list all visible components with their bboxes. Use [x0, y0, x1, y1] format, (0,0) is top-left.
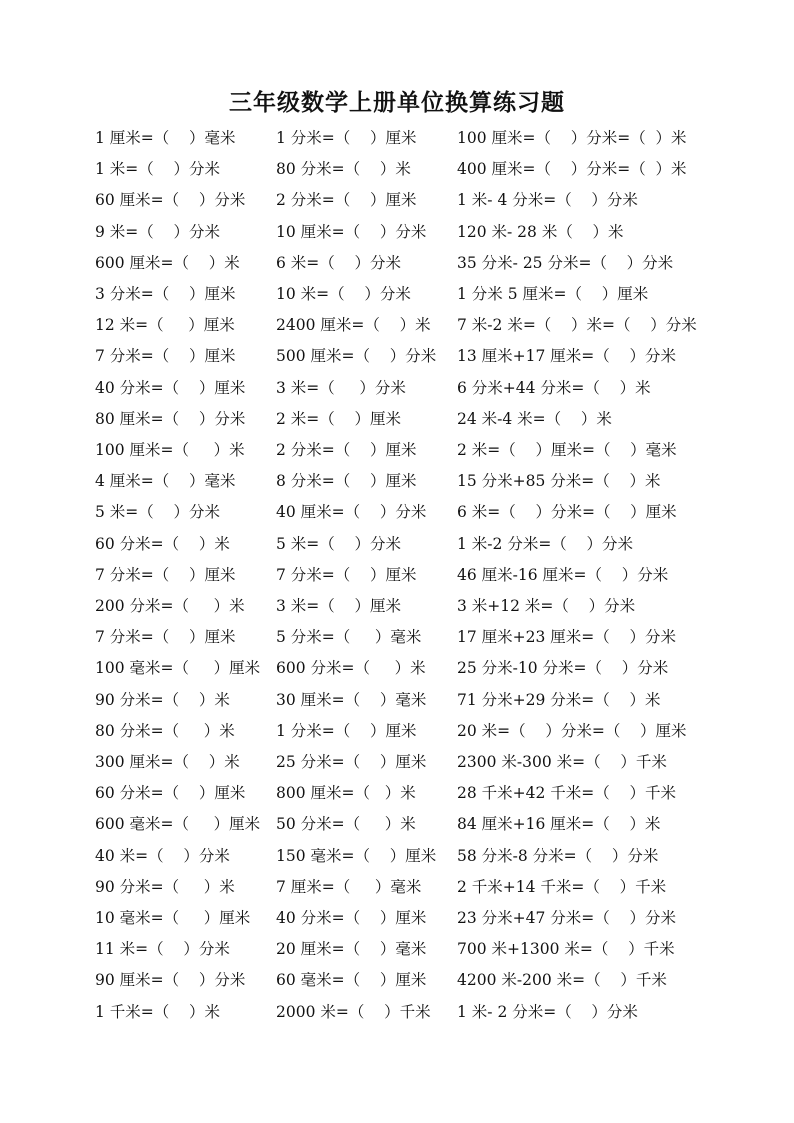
- exercise-item: 120 米- 28 米（ ）米: [457, 222, 624, 241]
- exercise-item: 1 米- 2 分米=（ ）分米: [457, 1002, 638, 1021]
- exercise-row: [0, 159, 794, 190]
- exercise-item: 90 分米=（ ）米: [95, 877, 235, 896]
- exercise-item: 100 厘米=（ ）米: [95, 441, 245, 459]
- exercise-item: 1 米-2 分米=（ ）分米: [457, 534, 634, 553]
- exercise-item: 400 厘米=（ ）分米=（ ）米: [457, 160, 687, 179]
- exercise-item: 60 分米=（ ）厘米: [95, 784, 246, 803]
- exercise-row: [0, 721, 794, 752]
- exercise-item: 150 毫米=（ ）厘米: [276, 846, 437, 865]
- exercise-row: [0, 128, 794, 159]
- exercise-row: [0, 253, 794, 284]
- exercise-item: 71 分米+29 分米=（ ）米: [457, 690, 661, 709]
- exercise-item: 2 米=（ ）厘米: [276, 409, 401, 428]
- exercise-item: 1 厘米=（ ）毫米: [95, 129, 236, 147]
- exercise-item: 1 米- 4 分米=（ ）分米: [457, 191, 638, 210]
- exercise-item: 5 分米=（ ）毫米: [276, 628, 422, 647]
- exercise-item: 700 米+1300 米=（ ）千米: [457, 940, 675, 959]
- exercise-item: 10 米=（ ）分米: [276, 285, 411, 303]
- exercise-row: [0, 814, 794, 845]
- exercise-item: 1 分米=（ ）厘米: [276, 721, 417, 740]
- exercise-item: 100 毫米=（ ）厘米: [95, 659, 261, 678]
- exercise-item: 40 分米=（ ）厘米: [95, 378, 246, 397]
- exercise-item: 4200 米-200 米=（ ）千米: [457, 971, 667, 990]
- exercise-item: 17 厘米+23 厘米=（ ）分米: [457, 628, 676, 647]
- exercise-item: 300 厘米=（ ）米: [95, 753, 240, 771]
- exercise-item: 25 分米-10 分米=（ ）分米: [457, 659, 669, 678]
- exercise-item: 40 分米=（ ）厘米: [276, 909, 427, 927]
- exercise-row: [0, 596, 794, 627]
- exercise-row: [0, 409, 794, 440]
- exercise-item: 2 分米=（ ）厘米: [276, 191, 417, 210]
- exercise-item: 80 分米=（ ）米: [95, 721, 235, 740]
- exercise-item: 5 米=（ ）分米: [95, 503, 220, 522]
- exercise-row: [0, 1002, 794, 1033]
- exercise-item: 3 米=（ ）厘米: [276, 597, 401, 615]
- exercise-item: 60 厘米=（ ）分米: [95, 191, 246, 210]
- exercise-item: 30 厘米=（ ）毫米: [276, 690, 427, 709]
- exercise-item: 25 分米=（ ）厘米: [276, 753, 427, 771]
- exercise-item: 1 千米=（ ）米: [95, 1002, 220, 1021]
- exercise-row: [0, 627, 794, 658]
- exercise-item: 5 米=（ ）分米: [276, 534, 401, 553]
- exercise-item: 46 厘米-16 厘米=（ ）分米: [457, 565, 669, 584]
- exercise-row: [0, 378, 794, 409]
- exercise-item: 58 分米-8 分米=（ ）分米: [457, 846, 659, 865]
- exercise-item: 6 分米+44 分米=（ ）米: [457, 378, 651, 397]
- exercise-item: 3 米=（ ）分米: [276, 378, 406, 397]
- exercise-item: 7 米-2 米=（ ）米=（ ）分米: [457, 316, 697, 335]
- exercise-item: 600 分米=（ ）米: [276, 659, 426, 678]
- exercise-item: 2300 米-300 米=（ ）千米: [457, 753, 667, 771]
- exercise-item: 3 米+12 米=（ ）分米: [457, 597, 636, 615]
- exercise-item: 8 分米=（ ）厘米: [276, 472, 417, 491]
- exercise-item: 90 厘米=（ ）分米: [95, 971, 246, 990]
- exercise-item: 2 分米=（ ）厘米: [276, 441, 417, 459]
- exercise-item: 4 厘米=（ ）毫米: [95, 472, 236, 491]
- exercise-item: 2400 厘米=（ ）米: [276, 316, 431, 335]
- exercise-item: 10 厘米=（ ）分米: [276, 222, 427, 241]
- exercise-row: [0, 502, 794, 533]
- exercise-item: 40 米=（ ）分米: [95, 846, 230, 865]
- exercise-item: 1 分米=（ ）厘米: [276, 129, 417, 147]
- exercise-row: [0, 565, 794, 596]
- exercise-item: 13 厘米+17 厘米=（ ）分米: [457, 347, 676, 366]
- exercise-item: 20 厘米=（ ）毫米: [276, 940, 427, 959]
- exercise-row: [0, 783, 794, 814]
- exercise-row: [0, 534, 794, 565]
- exercise-item: 7 分米=（ ）厘米: [95, 565, 236, 584]
- exercise-item: 600 毫米=（ ）厘米: [95, 815, 261, 834]
- exercise-item: 60 分米=（ ）米: [95, 534, 230, 553]
- exercise-item: 100 厘米=（ ）分米=（ ）米: [457, 129, 687, 147]
- exercise-item: 500 厘米=（ ）分米: [276, 347, 437, 366]
- exercise-item: 84 厘米+16 厘米=（ ）米: [457, 815, 661, 834]
- exercise-item: 800 厘米=（ ）米: [276, 784, 416, 803]
- exercise-row: [0, 315, 794, 346]
- exercise-row: [0, 284, 794, 315]
- exercise-item: 7 分米=（ ）厘米: [95, 347, 236, 366]
- exercise-row: [0, 970, 794, 1001]
- exercise-item: 6 米=（ ）分米=（ ）厘米: [457, 503, 677, 522]
- exercise-row: [0, 908, 794, 939]
- exercise-item: 28 千米+42 千米=（ ）千米: [457, 784, 676, 803]
- exercise-item: 24 米-4 米=（ ）米: [457, 409, 612, 428]
- exercise-row: [0, 222, 794, 253]
- exercise-item: 1 分米 5 厘米=（ ）厘米: [457, 285, 649, 303]
- exercise-row: [0, 939, 794, 970]
- exercise-item: 50 分米=（ ）米: [276, 815, 416, 834]
- exercise-row: [0, 658, 794, 689]
- exercise-item: 1 米=（ ）分米: [95, 160, 220, 179]
- exercise-item: 15 分米+85 分米=（ ）米: [457, 472, 661, 491]
- exercise-item: 40 厘米=（ ）分米: [276, 503, 427, 522]
- page-title: 三年级数学上册单位换算练习题: [229, 89, 565, 116]
- exercise-item: 2000 米=（ ）千米: [276, 1002, 431, 1021]
- exercise-item: 2 千米+14 千米=（ ）千米: [457, 877, 667, 896]
- exercise-item: 9 米=（ ）分米: [95, 222, 220, 241]
- exercise-item: 60 毫米=（ ）厘米: [276, 971, 427, 990]
- exercise-row: [0, 752, 794, 783]
- exercise-item: 7 分米=（ ）厘米: [95, 628, 236, 647]
- exercise-row: [0, 877, 794, 908]
- exercise-item: 2 米=（ ）厘米=（ ）毫米: [457, 441, 677, 459]
- exercise-row: [0, 846, 794, 877]
- exercise-row: [0, 190, 794, 221]
- exercise-item: 200 分米=（ ）米: [95, 597, 245, 615]
- exercise-item: 20 米=（ ）分米=（ ）厘米: [457, 721, 687, 740]
- exercise-item: 23 分米+47 分米=（ ）分米: [457, 909, 676, 927]
- exercise-row: [0, 440, 794, 471]
- exercise-item: 600 厘米=（ ）米: [95, 253, 240, 272]
- exercise-row: [0, 346, 794, 377]
- exercise-item: 7 分米=（ ）厘米: [276, 565, 417, 584]
- exercise-item: 35 分米- 25 分米=（ ）分米: [457, 253, 674, 272]
- exercise-item: 80 分米=（ ）米: [276, 160, 411, 179]
- exercise-row: [0, 471, 794, 502]
- exercise-item: 80 厘米=（ ）分米: [95, 409, 246, 428]
- exercise-item: 90 分米=（ ）米: [95, 690, 230, 709]
- exercise-item: 3 分米=（ ）厘米: [95, 285, 236, 303]
- exercise-item: 12 米=（ ）厘米: [95, 316, 235, 335]
- exercise-item: 7 厘米=（ ）毫米: [276, 877, 422, 896]
- exercise-row: [0, 690, 794, 721]
- exercise-item: 6 米=（ ）分米: [276, 253, 401, 272]
- exercise-item: 10 毫米=（ ）厘米: [95, 909, 251, 927]
- exercise-item: 11 米=（ ）分米: [95, 940, 230, 959]
